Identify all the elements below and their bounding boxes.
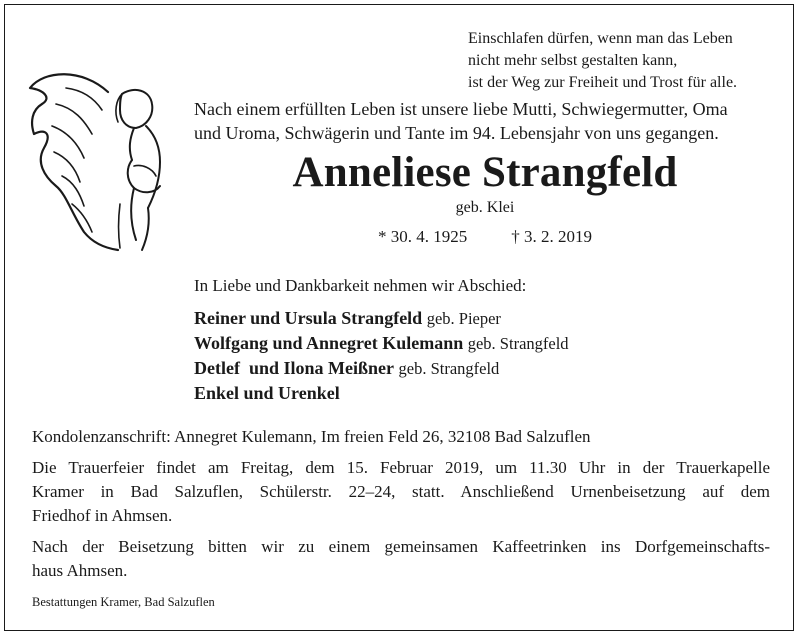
funeral-service-text [32, 456, 770, 528]
service-line: Die Trauerfeier findet am Freitag, dem 15. Februar 2019, um 11.30 Uhr in der Trauerkapelle [32, 458, 770, 477]
mourner-entry [194, 381, 569, 405]
mourner-note: geb. Strangfeld [467, 334, 569, 353]
intro-text [194, 97, 776, 145]
motto-quote [468, 28, 737, 94]
mourner-name: Wolfgang und Annegret Kulemann [194, 333, 464, 353]
angel-icon [22, 64, 182, 254]
life-dates [190, 226, 780, 248]
farewell-line: In Liebe und Dankbarkeit nehmen wir Abschied: [194, 276, 527, 295]
mourner-name: Enkel und Urenkel [194, 383, 340, 403]
undertaker-credit: Bestattungen Kramer, Bad Salzuflen [32, 595, 215, 609]
mourner-entry [194, 306, 569, 331]
death-date: † 3. 2. 2019 [511, 227, 592, 246]
maiden-name: geb. Klei [455, 199, 515, 216]
motto-line: ist der Weg zur Freiheit und Trost für alle. [468, 74, 738, 91]
mourner-note: geb. Strangfeld [398, 359, 500, 378]
intro-line: Nach einem erfüllten Leben ist unsere liebe Mutti, Schwiegermutter, Oma [194, 99, 728, 119]
birth-date: * 30. 4. 1925 [378, 227, 468, 246]
mourner-name: Detlef und Ilona Meißner [194, 358, 394, 378]
service-line: Kramer in Bad Salzuflen, Schülerstr. 22–24, statt. Anschließend Urnenbeisetzung auf dem [32, 482, 770, 501]
mourners-list [194, 306, 569, 405]
deceased-name: Anneliese Strangfeld [292, 149, 678, 196]
coffee-line: haus Ahmsen. [32, 561, 128, 580]
mourner-entry [194, 356, 569, 381]
intro-line: und Uroma, Schwägerin und Tante im 94. Lebensjahr von uns gegangen. [194, 123, 719, 143]
mourner-note: geb. Pieper [426, 309, 501, 328]
motto-line: nicht mehr selbst gestalten kann, [468, 52, 678, 69]
mourner-name: Reiner und Ursula Strangfeld [194, 308, 423, 328]
mourner-entry [194, 331, 569, 356]
coffee-line: Nach der Beisetzung bitten wir zu einem gemeinsamen Kaffeetrinken ins Dorfgemeinschafts- [32, 537, 770, 556]
motto-line: Einschlafen dürfen, wenn man das Leben [468, 30, 733, 47]
service-line: Friedhof in Ahmsen. [32, 506, 173, 525]
coffee-invitation-text [32, 535, 770, 583]
condolence-address: Kondolenzanschrift: Annegret Kulemann, Im freien Feld 26, 32108 Bad Salzuflen [32, 427, 591, 446]
